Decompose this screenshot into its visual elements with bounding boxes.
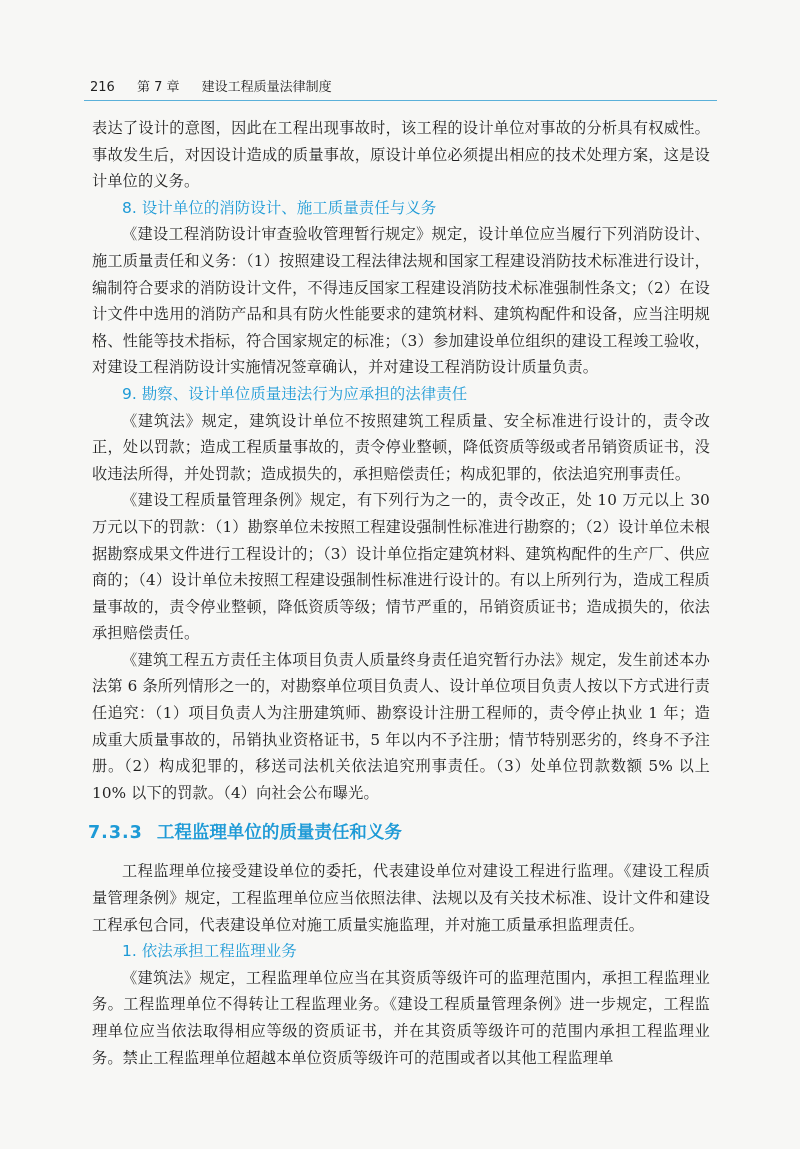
paragraph-9c: 《建筑工程五方责任主体项目负责人质量终身责任追究暂行办法》规定，发生前述本办法第 6 条所列情形之一的，对勘察单位项目负责人、设计单位项目负责人按以下方式进行责任追究：（1）项目负责人为注册建筑师、勘察设计注册工程师的，责令停止执业 1 年；造成重大质量事故的，吊销执业资格证书，5 年以内不予注册；情节特别恶劣的，终身不予注册。（2）构成犯罪的，移送司法机关依法追究刑事责任。（3）处单位罚款数额 5% 以上 10% 以下的罚款。（4）向社会公布曝光。 <box>92 650 710 802</box>
chapter-title: 建设工程质量法律制度 <box>201 80 332 95</box>
heading-8: 8. 设计单位的消防设计、施工质量责任与义务 <box>122 198 437 217</box>
running-header <box>90 76 710 95</box>
section-heading <box>88 819 710 847</box>
paragraph-733: 工程监理单位接受建设单位的委托，代表建设单位对建设工程进行监理。《建设工程质量管理条例》规定，工程监理单位应当依照法律、法规以及有关技术标准、设计文件和建设工程承包合同，代表建设单位对施工质量实施监理，并对施工质量承担监理责任。 <box>92 862 710 934</box>
paragraph-1: 《建筑法》规定，工程监理单位应当在其资质等级许可的监理范围内，承担工程监理业务。工程监理单位不得转让工程监理业务。《建设工程质量管理条例》进一步规定，工程监理单位应当依法取得相应等级的资质证书，并在其资质等级许可的范围内承担工程监理业务。禁止工程监理单位超越本单位资质等级许可的范围或者以其他工程监理单 <box>92 968 710 1067</box>
heading-1: 1. 依法承担工程监理业务 <box>122 942 297 961</box>
header-rule <box>84 100 717 101</box>
section-number: 7.3.3 <box>88 823 143 844</box>
paragraph-9a: 《建筑法》规定，建筑设计单位不按照建筑工程质量、安全标准进行设计的，责令改正，处以罚款；造成工程质量事故的，责令停业整顿，降低资质等级或者吊销资质证书，没收违法所得，并处罚款；造成损失的，承担赔偿责任；构成犯罪的，依法追究刑事责任。 <box>92 411 710 483</box>
paragraph-intro: 表达了设计的意图，因此在工程出现事故时，该工程的设计单位对事故的分析具有权威性。事故发生后，对因设计造成的质量事故，原设计单位必须提出相应的技术处理方案，这是设计单位的义务。 <box>92 119 710 191</box>
paragraph-9b: 《建设工程质量管理条例》规定，有下列行为之一的，责令改正，处 10 万元以上 30 万元以下的罚款：（1）勘察单位未按照工程建设强制性标准进行勘察的；（2）设计单位未根据勘察成果文件进行工程设计的；（3）设计单位指定建筑材料、建筑构配件的生产厂、供应商的；（4）设计单位未按照工程建设强制性标准进行设计的。有以上所列行为，造成工程质量事故的，责令停业整顿，降低资质等级；情节严重的，吊销资质证书；造成损失的，依法承担赔偿责任。 <box>92 491 710 643</box>
page-number: 216 <box>90 80 115 95</box>
section-title: 工程监理单位的质量责任和义务 <box>156 823 402 844</box>
heading-9: 9. 勘察、设计单位质量违法行为应承担的法律责任 <box>122 384 468 403</box>
chapter-label: 第 7 章 <box>136 80 180 95</box>
page-body <box>88 115 710 1071</box>
paragraph-8: 《建设工程消防设计审查验收管理暂行规定》规定，设计单位应当履行下列消防设计、施工质量责任和义务：（1）按照建设工程法律法规和国家工程建设消防技术标准进行设计，编制符合要求的消防设计文件，不得违反国家工程建设消防技术标准强制性条文；（2）在设计文件中选用的消防产品和具有防火性能要求的建筑材料、建筑构配件和设备，应当注明规格、性能等技术指标，符合国家规定的标准；（3）参加建设单位组织的建设工程竣工验收，对建设工程消防设计实施情况签章确认，并对建设工程消防设计质量负责。 <box>92 225 710 377</box>
